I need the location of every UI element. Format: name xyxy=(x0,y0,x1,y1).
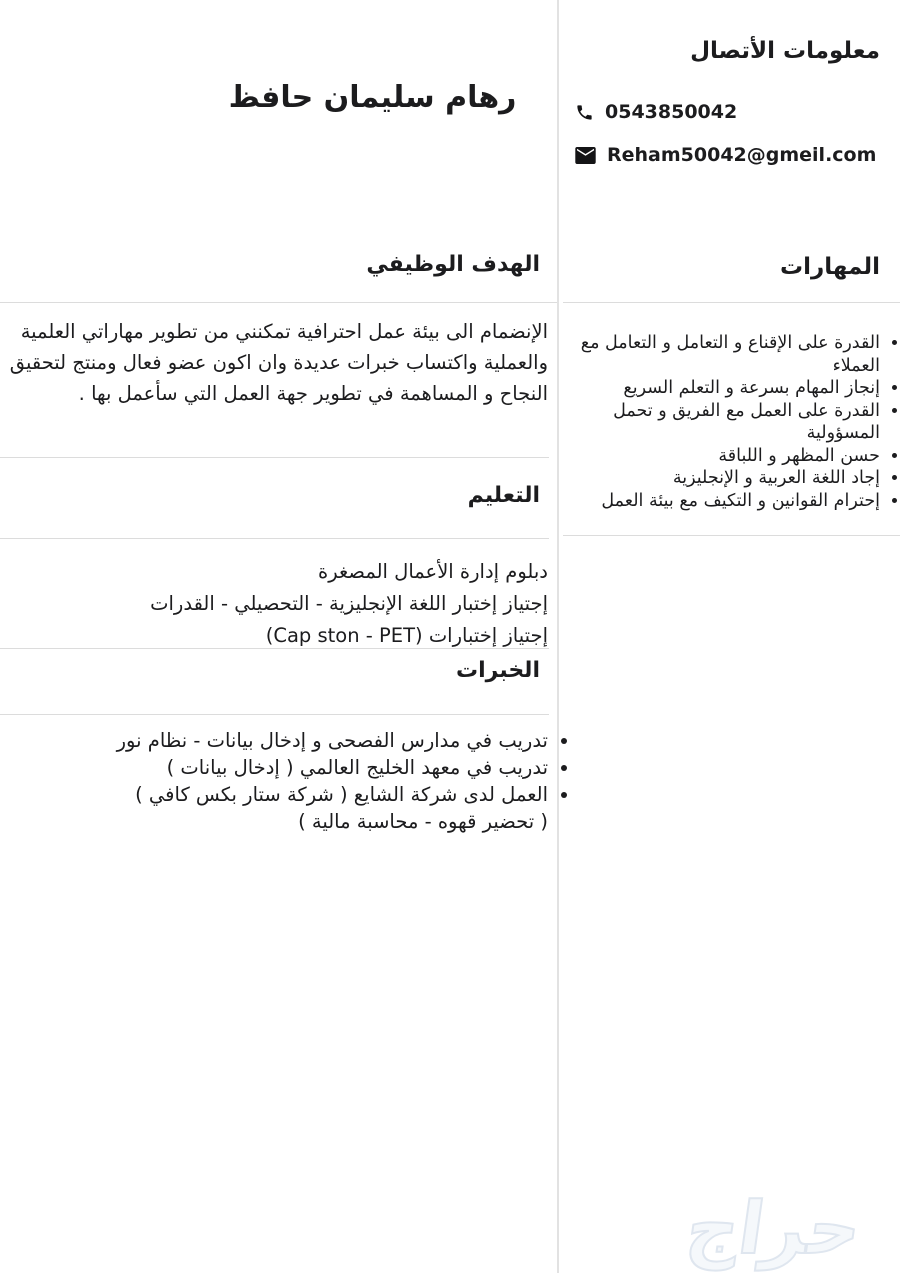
contact-email-value: Reham50042@gmeil.com xyxy=(607,144,877,166)
education-block xyxy=(8,556,548,652)
skill-item: • حسن المظهر و اللباقة xyxy=(563,445,880,468)
education-section-title: التعليم xyxy=(467,483,540,508)
divider-objective-bottom xyxy=(0,457,549,458)
contact-phone-row xyxy=(575,101,737,123)
candidate-name: رهام سليمان حافظ xyxy=(228,80,517,115)
education-item: إجتياز إختبار اللغة الإنجليزية - التحصيلي - القدرات xyxy=(150,592,548,615)
contact-section-title: معلومات الأتصال xyxy=(690,38,880,64)
skills-section-title: المهارات xyxy=(780,254,880,280)
skill-item: • القدرة على الإقناع و التعامل و التعامل مع العملاء xyxy=(563,332,880,377)
envelope-icon xyxy=(575,147,596,164)
experience-item xyxy=(8,781,548,835)
objective-text: الإنضمام الى بيئة عمل احترافية تمكنني من تطوير مهاراتي العلمية والعملية واكتساب خبرات عديدة وان اكون عضو فعال ومنتج لتحقيق النجاح و المساهمة في تطوير جهة العمل التي سأعمل بها . xyxy=(9,320,548,405)
education-item: إجتياز إختبارات (Cap ston - PET) xyxy=(265,624,548,647)
divider-skills-top-right xyxy=(563,302,900,303)
experience-item-continuation: ( تحضير قهوه - محاسبة مالية ) xyxy=(298,810,548,833)
skill-item: • القدرة على العمل مع الفريق و تحمل المسؤولية xyxy=(563,400,880,445)
contact-phone-value: 0543850042 xyxy=(605,101,738,123)
skills-list xyxy=(563,332,900,512)
experience-section-title: الخبرات xyxy=(456,658,540,683)
skill-item: • إنجاز المهام بسرعة و التعلم السريع xyxy=(563,377,880,400)
experience-item-text: تدريب في معهد الخليج العالمي ( إدخال بيانات ) xyxy=(166,756,548,779)
phone-icon xyxy=(575,103,594,122)
experience-item xyxy=(8,754,548,781)
divider-objective-top-left xyxy=(0,302,557,303)
divider-skills-bottom xyxy=(563,535,900,536)
haraj-watermark: حراج xyxy=(681,1186,867,1270)
contact-email-row xyxy=(575,144,876,166)
column-divider xyxy=(557,0,559,1273)
divider-experience-title-bottom xyxy=(0,714,549,715)
divider-education-title-bottom xyxy=(0,538,549,539)
experience-item xyxy=(8,727,548,754)
experience-item-text: تدريب في مدارس الفصحى و إدخال بيانات - نظام نور xyxy=(116,729,548,752)
education-item: دبلوم إدارة الأعمال المصغرة xyxy=(318,560,548,583)
objective-section-title: الهدف الوظيفي xyxy=(366,252,540,277)
experience-list xyxy=(8,727,568,835)
skill-item: • إجاد اللغة العربية و الإنجليزية xyxy=(563,467,880,490)
skill-item: • إحترام القوانين و التكيف مع بيئة العمل xyxy=(563,490,880,513)
experience-item-text: العمل لدى شركة الشايع ( شركة ستار بكس كافي ) xyxy=(135,783,548,806)
